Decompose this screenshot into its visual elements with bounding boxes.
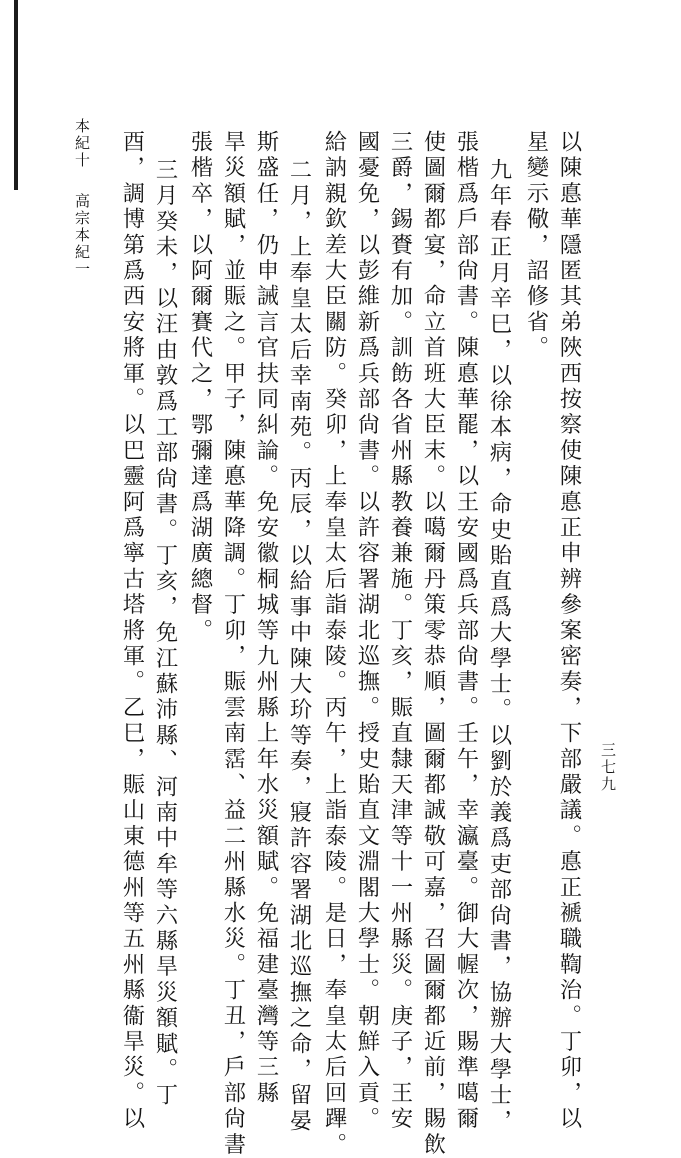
text-column: 以陳悳華隱匿其弟陜西按察使陳悳正申辨參案密奏，下部嚴議。悳正褫職鞫治。丁卯，以 (556, 130, 582, 1133)
page-number: 三七九 (599, 742, 617, 793)
text-column: 酉，調博第爲西安將軍。以巴靈阿爲寧古塔將軍。乙巳，賑山東德州等五州縣衞旱災。以 (119, 130, 145, 1133)
text-column: 使圖爾都宴，命立首班大臣末。以噶爾丹策零恭順，圖爾都誠敬可嘉，召圖爾都近前，賜飲 (420, 130, 446, 1158)
text-column: 給訥親欽差大臣關防。癸卯，上奉皇太后詣泰陵。丙午，上詣泰陵。是日，奉皇太后回蹕。 (321, 130, 347, 1158)
text-column: 三爵，錫賚有加。訓飭各省州縣教養兼施。丁亥，賑直隸天津等十一州縣災。庚子，王安 (387, 130, 413, 1133)
text-column: 三月癸未，以汪由敦爲工部尙書。丁亥，免江蘇沛縣、河南中牟等六縣旱災額賦。丁 (152, 158, 178, 1109)
text-column: 九年春正月辛巳，以徐本病，命史貽直爲大學士。以劉於義爲吏部尙書，協辦大學士， (486, 158, 512, 1135)
chapter-label: 本紀十 (73, 118, 91, 169)
text-column: 旱災額賦，並賑之。甲子，陳悳華降調。丁卯，賑雲南霑、益二州縣水災。丁丑，戶部尙書 (220, 130, 246, 1158)
running-head (72, 118, 92, 278)
section-label: 高宗本紀一 (73, 193, 91, 278)
text-column: 二月，上奉皇太后幸南苑。丙辰，以給事中陳大玠等奏，寢許容署湖北巡撫之命，留晏 (286, 158, 312, 1135)
text-column: 國憂免，以彭維新爲兵部尙書。以許容署湖北巡撫。授史貽直文淵閣大學士。朝鮮入貢。 (354, 130, 380, 1133)
text-column: 星變示儆，詔修省。 (523, 130, 549, 362)
text-column: 張楷卒，以阿爾賽代之，鄂彌達爲湖廣總督。 (187, 130, 213, 644)
text-column: 斯盛任，仍申誡言官扶同糾論。免安徽桐城等九州縣上年水災額賦。免福建臺灣等三縣 (253, 130, 279, 1107)
text-column: 張楷爲戶部尙書。陳悳華罷，以王安國爲兵部尙書。壬午，幸瀛臺。御大幄次，賜準噶爾 (453, 130, 479, 1133)
page-edge-rule (14, 0, 18, 190)
